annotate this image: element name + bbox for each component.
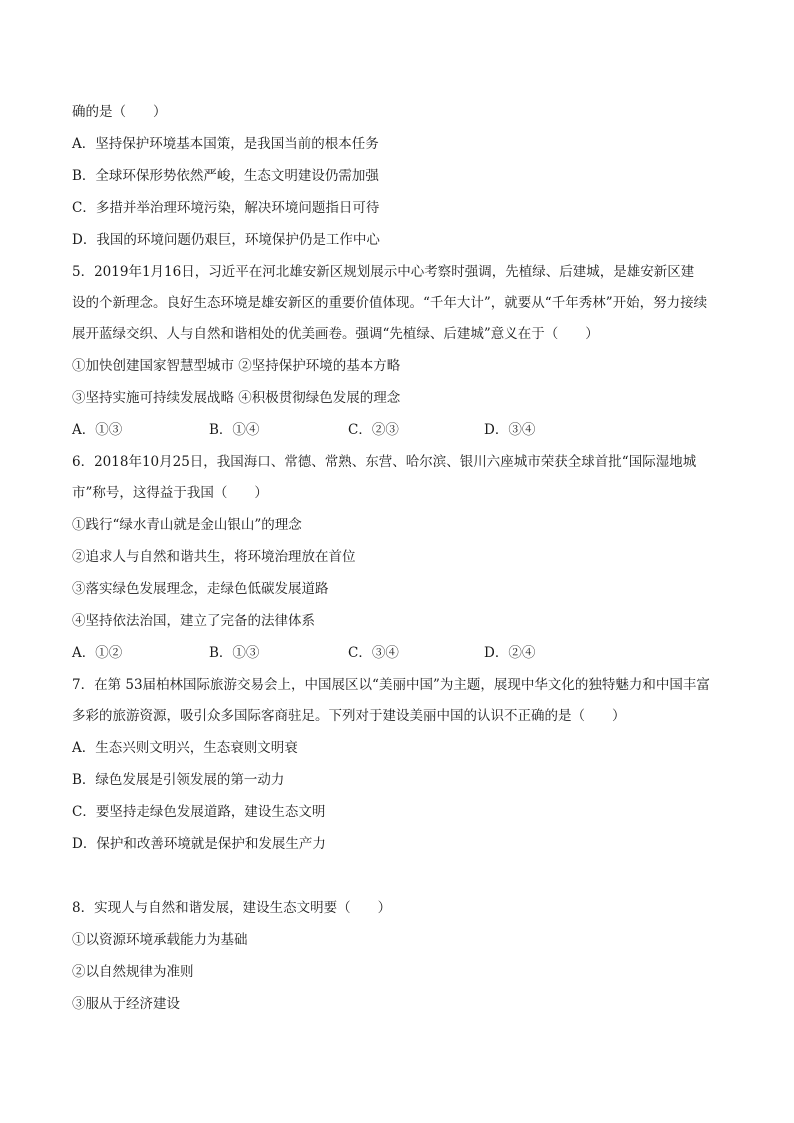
q4-stem-tail: 确的是（ ） [72, 104, 167, 120]
q7-stem-line-2: 多彩的旅游资源，吸引众多国际客商驻足。下列对于建设美丽中国的认识不正确的是（ ） [72, 708, 626, 724]
q6-option-b: B．①③ [209, 645, 260, 661]
q4-option-b: B．全球环保形势依然严峻，生态文明建设仍需加强 [72, 168, 379, 184]
q8-statement-3: ③服从于经济建设 [72, 996, 180, 1012]
q4-option-a: A．坚持保护环境基本国策，是我国当前的根本任务 [72, 136, 379, 152]
q4-option-c: C．多措并举治理环境污染，解决环境问题指日可待 [72, 200, 380, 216]
q6-statement-3: ③落实绿色发展理念，走绿色低碳发展道路 [72, 581, 329, 597]
q7-option-a: A．生态兴则文明兴，生态衰则文明衰 [72, 740, 298, 756]
q6-option-a: A．①② [72, 645, 123, 661]
q8-stem: 8．实现人与自然和谐发展，建设生态文明要（ ） [72, 900, 392, 916]
q5-option-a: A．①③ [72, 422, 123, 438]
q5-stem-line-1: 5．2019年1月16日，习近平在河北雄安新区规划展示中心考察时强调，先植绿、后建城，是雄安新区建 [72, 264, 695, 280]
q6-stem-line-2: 市”称号，这得益于我国（ ） [72, 485, 268, 501]
q6-option-d: D．②④ [484, 645, 536, 661]
q7-option-d: D．保护和改善环境就是保护和发展生产力 [72, 836, 326, 852]
q6-stem-line-1: 6．2018年10月25日，我国海口、常德、常熟、东营、哈尔滨、银川六座城市荣获全球首批“国际湿地城 [72, 454, 697, 470]
q6-statement-4: ④坚持依法治国，建立了完备的法律体系 [72, 613, 315, 629]
q8-statement-2: ②以自然规律为准则 [72, 964, 194, 980]
q7-option-c: C．要坚持走绿色发展道路，建设生态文明 [72, 804, 326, 820]
q7-option-b: B．绿色发展是引领发展的第一动力 [72, 772, 285, 788]
q5-stem-line-2: 设的个新理念。良好生态环境是雄安新区的重要价值体现。“千年大计”，就要从“千年秀林”开始，努力接续 [72, 295, 708, 311]
q6-option-c: C．③④ [348, 645, 399, 661]
q6-statement-1: ①践行“绿水青山就是金山银山”的理念 [72, 517, 302, 533]
q5-statement-1: ①加快创建国家智慧型城市 ②坚持保护环境的基本方略 [72, 358, 401, 374]
q5-option-d: D．③④ [484, 422, 536, 438]
q6-statement-2: ②追求人与自然和谐共生，将环境治理放在首位 [72, 549, 356, 565]
q8-statement-1: ①以资源环境承载能力为基础 [72, 932, 248, 948]
q4-option-d: D．我国的环境问题仍艰巨，环境保护仍是工作中心 [72, 232, 380, 248]
q5-option-c: C．②③ [348, 422, 399, 438]
q5-option-b: B．①④ [209, 422, 260, 438]
q5-statement-2: ③坚持实施可持续发展战略 ④积极贯彻绿色发展的理念 [72, 390, 401, 406]
q5-stem-line-3: 展开蓝绿交织、人与自然和谐相处的优美画卷。强调“先植绿、后建城”意义在于（ ） [72, 326, 599, 342]
q7-stem-line-1: 7．在第 53届柏林国际旅游交易会上，中国展区以“美丽中国”为主题，展现中华文化的独特魅力和中国丰富 [72, 677, 710, 693]
